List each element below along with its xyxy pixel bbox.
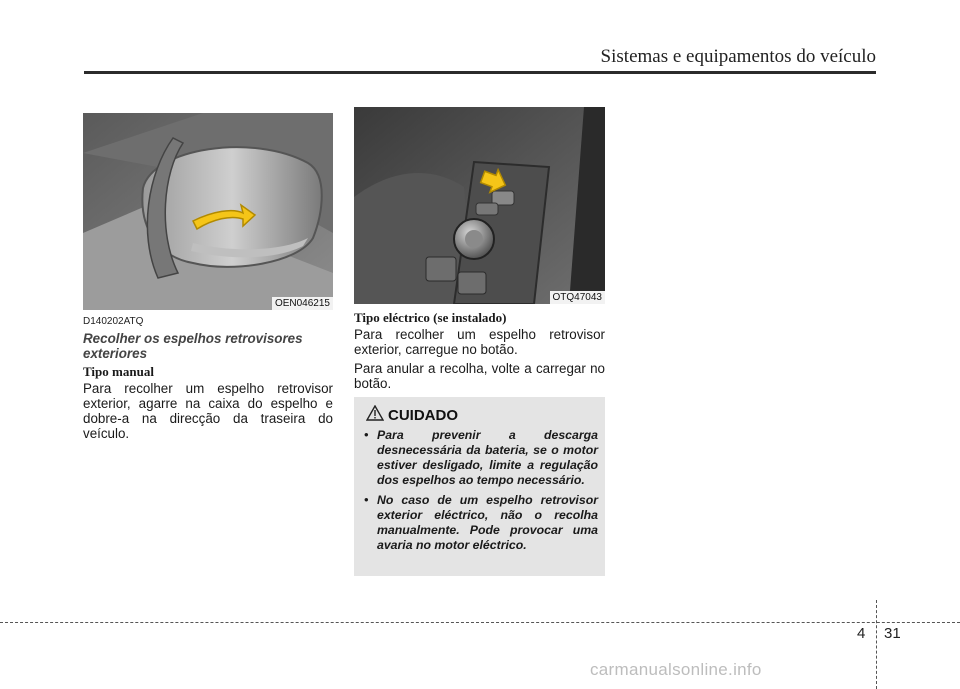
figure-code: OTQ47043 bbox=[550, 291, 605, 304]
watermark: carmanualsonline.info bbox=[590, 660, 762, 679]
paragraph-fold: Para recolher um espelho retrovisor exterior, carregue no botão. bbox=[354, 327, 605, 357]
section-code: D140202ATQ bbox=[83, 316, 144, 327]
header-rule bbox=[84, 71, 876, 74]
paragraph-cancel: Para anular a recolha, volte a carregar no botão. bbox=[354, 361, 605, 391]
switch-figure bbox=[354, 107, 605, 304]
right-column bbox=[354, 310, 605, 395]
paragraph-manual: Para recolher um espelho retrovisor exterior, agarre na caixa do espelho e dobre-a na direcção da traseira do veículo. bbox=[83, 381, 333, 441]
footer-divider bbox=[876, 600, 877, 689]
footer-rule bbox=[0, 622, 960, 623]
mirror-figure bbox=[83, 113, 333, 310]
mirror-illustration bbox=[83, 113, 333, 310]
warning-triangle-icon bbox=[366, 405, 384, 421]
caution-item: • Para prevenir a descarga desnecessária da bateria, se o motor estiver desligado, limite a regulação dos espelhos ao tempo necessário. bbox=[363, 428, 598, 488]
caution-item: • No caso de um espelho retrovisor exterior eléctrico, não o recolha manualmente. Pode provocar uma avaria no motor eléctrico. bbox=[363, 493, 598, 553]
chapter-number: 4 bbox=[857, 625, 866, 642]
caution-title: CUIDADO bbox=[388, 407, 458, 424]
caution-list bbox=[363, 428, 598, 558]
section-title: Recolher os espelhos retrovisores exteriores bbox=[83, 331, 303, 361]
page-number: 31 bbox=[884, 625, 901, 642]
subheading-manual: Tipo manual bbox=[83, 364, 154, 379]
page-header-title: Sistemas e equipamentos do veículo bbox=[600, 46, 876, 67]
switch-illustration bbox=[354, 107, 605, 304]
figure-code: OEN046215 bbox=[272, 297, 333, 310]
subheading-electric: Tipo eléctrico (se instalado) bbox=[354, 310, 507, 325]
caution-box bbox=[354, 397, 605, 576]
left-column bbox=[83, 314, 333, 445]
